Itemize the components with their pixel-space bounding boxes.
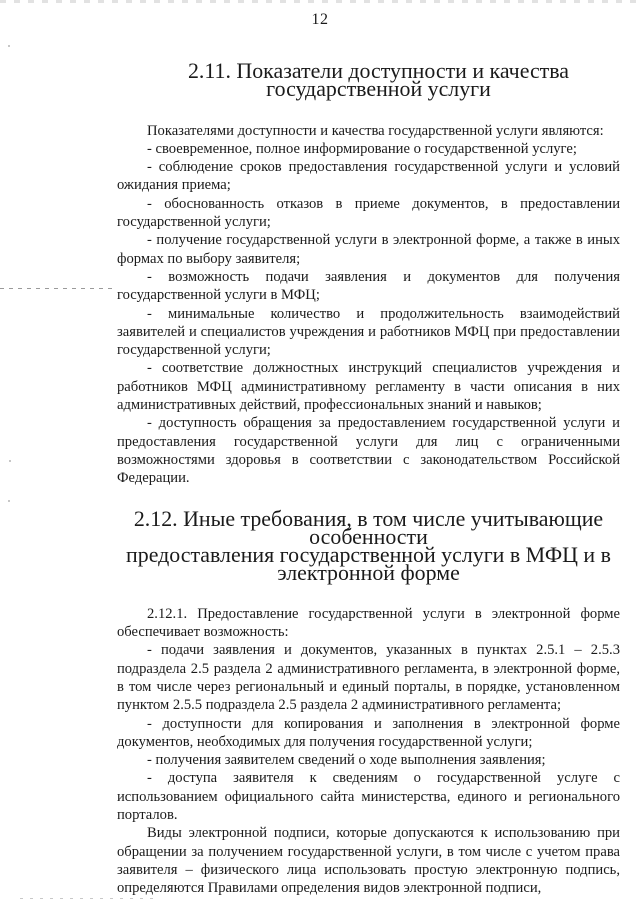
- scan-artifact-dot: [8, 45, 10, 47]
- subsection-2-12-1-intro: 2.12.1. Предоставление государственной услуги в электронной форме обеспечивает возможность:: [117, 605, 620, 641]
- list-item: - соблюдение сроков предоставления государственной услуги и условий ожидания приема;: [117, 159, 620, 194]
- list-item: - доступность обращения за предоставлением государственной услуги и предоставления государственной услуги для лиц с ограниченными возможностями здоровья в соответствии с законодательством Российской Федерации.: [117, 415, 620, 487]
- scan-artifact-bottom: [20, 898, 160, 899]
- section-heading-2-12: [117, 505, 620, 586]
- page-number: 12: [311, 11, 329, 28]
- scan-artifact-dot: [9, 460, 11, 462]
- scan-artifact-dashed-line: [0, 288, 117, 289]
- section-heading-2-12-line1: 2.12. Иные требования, в том числе учитывающие особенности: [133, 505, 604, 549]
- closing-paragraph: Виды электронной подписи, которые допускаются к использованию при обращении за получением государственной услуги, в том числе с учетом права заявителя – физического лица использовать простую электронную подпись, определяются Правилами определения видов электронной подписи,: [117, 825, 620, 897]
- list-item: - минимальные количество и продолжительность взаимодействий заявителей и специалистов учреждения и работников МФЦ при предоставлении государственной услуги;: [117, 305, 620, 359]
- section-heading-2-11: 2.11. Показатели доступности и качества государственной услуги: [187, 58, 569, 102]
- list-item: - подачи заявления и документов, указанных в пунктах 2.5.1 – 2.5.3 подраздела 2.5 раздела 2 административного регламента, в электронной форме, в том числе через региональный и единый порталы, в порядке, установленном пунктом 2.5.5 подраздела 2.5 раздела 2 административного регламента;: [117, 642, 620, 714]
- section-2-11-list: [117, 140, 620, 488]
- section-2-11-intro: Показателями доступности и качества государственной услуги являются:: [147, 122, 604, 139]
- scan-artifact-dot: [8, 500, 10, 502]
- list-item: - возможность подачи заявления и документов для получения государственной услуги в МФЦ;: [117, 268, 620, 304]
- document-body: [117, 58, 620, 897]
- list-item: - соответствие должностных инструкций специалистов учреждения и работников МФЦ административному регламенту в части описания в них административных действий, профессиональных знаний и навыков;: [117, 360, 620, 414]
- list-item: - доступа заявителя к сведениям о государственной услуге с использованием официального сайта министерства, единого и регионального порталов.: [117, 770, 620, 823]
- section-2-12-list: [117, 641, 620, 824]
- list-item: - своевременное, полное информирование о государственной услуге;: [147, 140, 577, 157]
- list-item: - обоснованность отказов в приеме документов, в предоставлении государственной услуги;: [117, 195, 620, 231]
- scan-artifact-top: [0, 0, 640, 3]
- list-item: - получение государственной услуги в электронной форме, а также в иных формах по выбору заявителя;: [117, 232, 620, 267]
- list-item: - получения заявителем сведений о ходе выполнения заявления;: [147, 752, 546, 769]
- section-heading-2-12-line2: предоставления государственной услуги в МФЦ и в электронной форме: [126, 542, 611, 586]
- list-item: - доступности для копирования и заполнения в электронной форме документов, необходимых для получения государственной услуги;: [117, 715, 620, 750]
